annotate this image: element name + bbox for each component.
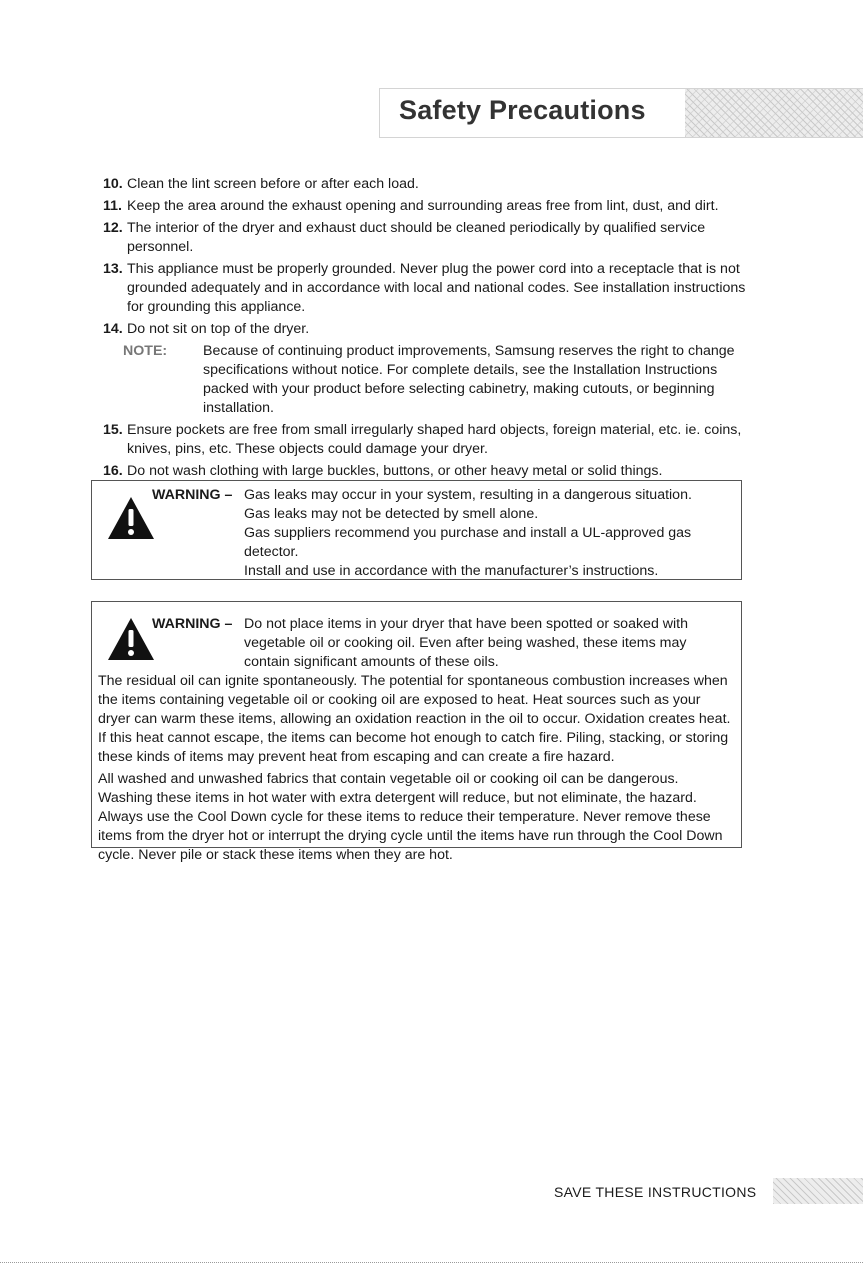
footer-save-instructions: SAVE THESE INSTRUCTIONS bbox=[554, 1184, 757, 1200]
list-item bbox=[103, 320, 753, 339]
list-item bbox=[103, 219, 753, 257]
title-pattern-decoration bbox=[685, 89, 863, 137]
list-item bbox=[103, 421, 753, 459]
warning-paragraph: All washed and unwashed fabrics that contain vegetable oil or cooking oil can be dangerous. Washing these items in hot water with extra detergent will reduce, but not eliminate, the hazard. Always use the Cool Down cycle for these items to reduce their temperature. Never remove these items from the dryer hot or interrupt the drying cycle until the items have run through the Cool Down cycle. Never pile or stack these items when they are hot. bbox=[98, 771, 723, 863]
warning-label: WARNING – bbox=[152, 487, 233, 503]
gas-leak-warning-box bbox=[91, 480, 742, 580]
list-item bbox=[103, 260, 753, 317]
warning-lines bbox=[244, 486, 735, 581]
oil-fire-warning-box bbox=[91, 601, 742, 863]
item-number: 12. bbox=[103, 220, 123, 236]
warning-label: WARNING – bbox=[152, 616, 233, 632]
footer-pattern-decoration bbox=[773, 1178, 863, 1204]
list-item bbox=[103, 197, 753, 216]
warning-line: Gas suppliers recommend you purchase and install a UL-approved gas detector. bbox=[244, 525, 692, 560]
warning-line: Gas leaks may not be detected by smell alone. bbox=[244, 506, 539, 522]
item-text: The interior of the dryer and exhaust duct should be cleaned periodically by qualified service personnel. bbox=[127, 220, 706, 255]
warning-paragraph: The residual oil can ignite spontaneously. The potential for spontaneous combustion increases when the items containing vegetable oil or cooking oil are exposed to heat. Heat sources such as your dryer can warm these items, allowing an oxidation reaction in the oil to occur. Oxidation creates heat. If this heat cannot escape, the items can become hot enough to catch fire. Piling, stacking, or storing these kinds of items may prevent heat from escaping and can create a fire hazard. bbox=[98, 673, 731, 765]
warning-triangle-icon bbox=[106, 616, 156, 662]
item-text: Ensure pockets are free from small irregularly shaped hard objects, foreign material, etc. ie. coins, knives, pins, etc. These objects could damage your dryer. bbox=[127, 422, 742, 457]
item-text: Keep the area around the exhaust opening and surrounding areas free from lint, dust, and dirt. bbox=[127, 198, 719, 214]
item-text: Do not wash clothing with large buckles, buttons, or other heavy metal or solid things. bbox=[127, 463, 663, 479]
note-text: Because of continuing product improvements, Samsung reserves the right to change specifications without notice. For complete details, see the Installation Instructions packed with your product before selecting cabinetry, making cutouts, or beginning installation. bbox=[203, 343, 735, 416]
item-number: 16. bbox=[103, 463, 123, 479]
note-label: NOTE: bbox=[123, 343, 168, 359]
item-number: 14. bbox=[103, 321, 123, 337]
list-item bbox=[103, 462, 753, 481]
note-block bbox=[123, 342, 753, 418]
item-number: 15. bbox=[103, 422, 123, 438]
warning-triangle-icon bbox=[106, 495, 156, 541]
item-number: 10. bbox=[103, 176, 123, 192]
item-number: 13. bbox=[103, 261, 123, 277]
page-bottom-divider bbox=[0, 1262, 863, 1264]
page-title: Safety Precautions bbox=[399, 95, 646, 125]
safety-list bbox=[103, 175, 753, 484]
warning-paragraphs bbox=[98, 672, 733, 868]
title-banner bbox=[379, 88, 863, 138]
item-text: Clean the lint screen before or after each load. bbox=[127, 176, 419, 192]
item-number: 11. bbox=[103, 198, 122, 214]
item-text: Do not sit on top of the dryer. bbox=[127, 321, 310, 337]
warning-intro: Do not place items in your dryer that have been spotted or soaked with vegetable oil or cooking oil. Even after being washed, these items may contain significant amounts of these oils. bbox=[244, 616, 689, 670]
list-item bbox=[103, 175, 753, 194]
warning-line: Gas leaks may occur in your system, resulting in a dangerous situation. bbox=[244, 487, 692, 503]
item-text: This appliance must be properly grounded. Never plug the power cord into a receptacle that is not grounded adequately and in accordance with local and national codes. See installation instructions for grounding this appliance. bbox=[127, 261, 746, 315]
warning-line: Install and use in accordance with the manufacturer’s instructions. bbox=[244, 563, 659, 579]
